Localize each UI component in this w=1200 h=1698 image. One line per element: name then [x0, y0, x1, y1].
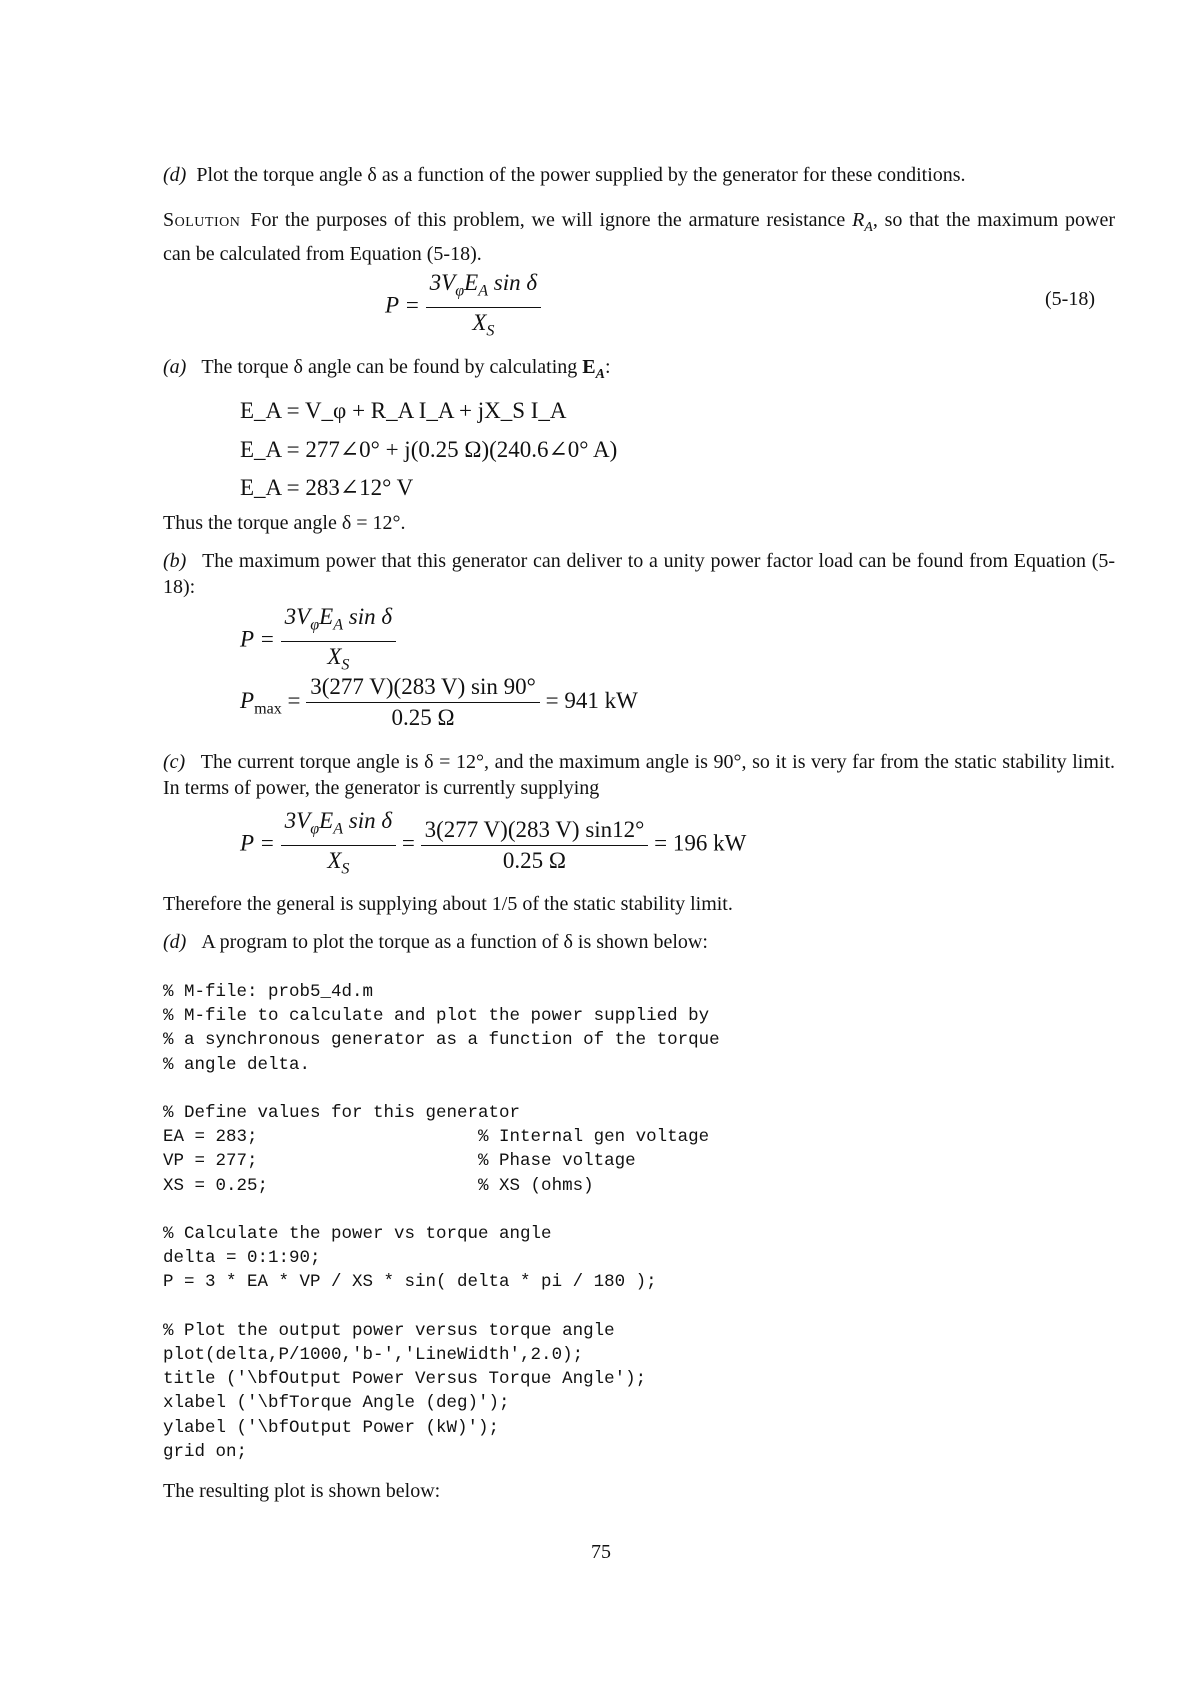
part-d-question	[163, 162, 1115, 188]
part-a-eq3: E_A = 283∠12° V	[240, 475, 414, 500]
code-line: VP = 277; % Phase voltage	[163, 1151, 636, 1172]
code-line: % M-file: prob5_4d.m	[163, 982, 374, 1002]
code-line: % a synchronous generator as a function of the torque	[163, 1030, 720, 1051]
part-a-text: The torque δ angle can be found by calculating	[201, 356, 578, 378]
eq-518-fraction: $\frac{3V_\varphi E_A \sin \delta}{X_S}$	[426, 268, 541, 346]
part-b-paragraph	[163, 548, 1115, 600]
part-b-eq-power: P = $\frac{3V_\varphi E_A \sin \delta}{X_S}$	[240, 602, 396, 680]
part-b-fraction: $\frac{3V_\varphi E_A \sin \delta}{X_S}$	[281, 602, 396, 680]
code-line	[163, 1198, 720, 1222]
code-line: % Plot the output power versus torque angle	[163, 1320, 615, 1341]
code-line: xlabel ('\bfTorque Angle (deg)');	[163, 1393, 510, 1414]
code-line: % Define values for this generator	[163, 1103, 521, 1124]
part-c-result: = 196 kW	[654, 830, 747, 856]
solution-paragraph	[163, 207, 1115, 267]
part-c-text: The current torque angle is δ = 12°, and the maximum angle is 90°, so it is very far from the static stability limit. In terms of power, the generator is currently supplying	[163, 751, 1115, 799]
part-a-target: $E_A$	[582, 356, 605, 382]
code-line: P = 3 * EA * VP / XS * sin( delta * pi / 180 );	[163, 1272, 657, 1293]
code-line: delta = 0:1:90;	[163, 1248, 321, 1269]
part-d-question-label: (d)	[163, 164, 187, 186]
solution-label: Solution	[163, 209, 241, 231]
part-c-fraction-2: $\frac{3(277 V)(283 V) \sin 12^\circ}{0.25 \Omega}$	[421, 815, 649, 876]
part-c-conclusion: Therefore the general is supplying about 1/5 of the static stability limit.	[163, 893, 733, 915]
code-line: XS = 0.25; % XS (ohms)	[163, 1175, 594, 1196]
code-line: % M-file to calculate and plot the power supplied by	[163, 1006, 710, 1027]
part-a-paragraph: (a) The torque δ angle can be found by calculating $E_A$:	[163, 356, 611, 382]
part-c-fraction-1: $\frac{3V_\varphi E_A \sin \delta}{X_S}$	[281, 806, 396, 884]
part-c-equation: P = $\frac{3V_\varphi E_A \sin \delta}{X_S}$ = $\frac{3(277 V)(283 V) \sin 12^\circ}{0.25 \Omega}$ = 196 kW	[240, 806, 746, 884]
part-c-paragraph	[163, 749, 1115, 801]
part-a-eq1: E_A = V_φ + R_A I_A + jX_S I_A	[240, 398, 567, 423]
code-line: grid on;	[163, 1441, 248, 1462]
code-line: plot(delta,P/1000,'b-','LineWidth',2.0);	[163, 1345, 584, 1366]
part-a-label: (a)	[163, 356, 187, 378]
ra-symbol: $R_A$	[852, 209, 873, 235]
code-line: title ('\bfOutput Power Versus Torque Angle');	[163, 1369, 647, 1390]
code-line	[163, 1295, 720, 1319]
part-a-eq2: E_A = 277∠0° + j(0.25 Ω)(240.6∠0° A)	[240, 437, 618, 462]
part-b-eq-pmax: $P_{max}$ = $\frac{3(277 V)(283 V) \sin 90^\circ}{0.25 \Omega}$ = 941 kW	[240, 672, 638, 733]
part-b-label: (b)	[163, 550, 187, 572]
part-d-question-text: Plot the torque angle δ as a function of the power supplied by the generator for these conditions.	[196, 164, 966, 186]
solution-text-start: For the purposes of this problem, we will ignore the armature resistance	[250, 209, 846, 231]
part-d-label: (d)	[163, 931, 187, 953]
solution-text-end: , so that the maximum power can be calculated from Equation (5-18).	[163, 209, 1116, 265]
eq-518-lhs: P =	[385, 292, 420, 318]
equation-number: (5-18)	[1045, 288, 1095, 310]
matlab-code-block	[163, 980, 720, 1464]
equation-5-18	[385, 268, 541, 346]
part-a-conclusion: Thus the torque angle δ = 12°.	[163, 512, 406, 534]
part-b-pmax-fraction: $\frac{3(277 V)(283 V) \sin 90^\circ}{0.25 \Omega}$	[306, 672, 540, 733]
code-line: % angle delta.	[163, 1054, 311, 1075]
part-c-label: (c)	[163, 751, 186, 773]
code-line: EA = 283; % Internal gen voltage	[163, 1127, 710, 1148]
part-d-text: A program to plot the torque as a function of δ is shown below:	[201, 931, 708, 953]
code-line	[163, 1077, 720, 1101]
part-b-text: The maximum power that this generator can deliver to a unity power factor load can be found from Equation (5-18):	[163, 550, 1116, 598]
pmax-result: = 941 kW	[545, 687, 638, 713]
code-line: ylabel ('\bfOutput Power (kW)');	[163, 1417, 500, 1438]
page-number: 75	[591, 1541, 611, 1563]
part-d-paragraph	[163, 929, 1115, 955]
result-text: The resulting plot is shown below:	[163, 1480, 441, 1502]
code-line: % Calculate the power vs torque angle	[163, 1224, 552, 1245]
